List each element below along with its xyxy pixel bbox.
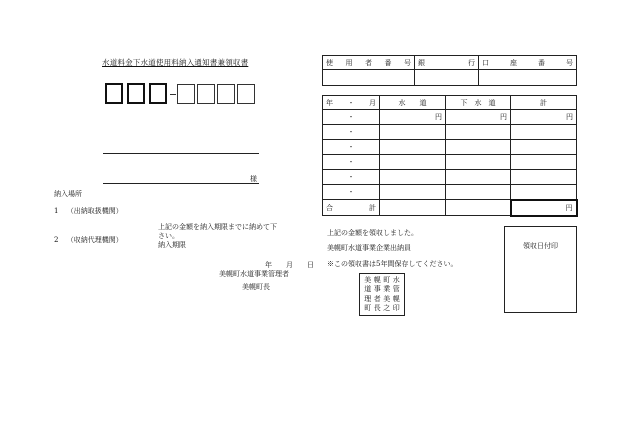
water-cell: [380, 185, 446, 200]
water-cell: [380, 170, 446, 185]
seal-char: 町: [383, 276, 391, 284]
water-cell: [380, 155, 446, 170]
total-cell: [511, 155, 577, 170]
number-box-large: [127, 83, 145, 104]
total-cell: [511, 125, 577, 140]
bank-cell: [415, 70, 479, 86]
number-box-small: [237, 84, 255, 104]
water-cell: 円: [380, 110, 446, 125]
official-seal: [359, 273, 405, 316]
date-month: 月: [286, 261, 293, 269]
notice-line2: さい。: [158, 232, 179, 240]
bank-header: [415, 56, 479, 70]
water-cell: [380, 140, 446, 155]
address-line: [103, 153, 259, 154]
number-box-small: [217, 84, 235, 104]
seal-char: 長: [373, 303, 381, 312]
sewer-cell: [446, 185, 511, 200]
seal-char: 道: [364, 285, 372, 294]
payment-place-item: [54, 236, 123, 244]
document-title: 水道料金下水道使用料納入通知書兼領収書: [102, 58, 249, 67]
bank-label: 銀: [418, 58, 425, 67]
total-cell: [511, 185, 577, 200]
sewer-cell: 円: [446, 110, 511, 125]
issuer-manager: 美幌町水道事業管理者: [219, 270, 289, 278]
sum-water-cell: [380, 200, 446, 216]
number-box-small: [197, 84, 215, 104]
seal-char: 理: [364, 294, 372, 303]
total-cell: [511, 170, 577, 185]
sewer-cell: [446, 170, 511, 185]
table-row: [323, 125, 577, 140]
water-cell: [380, 125, 446, 140]
number-separator-dash: [170, 94, 176, 95]
seal-char: 業: [383, 285, 391, 294]
account-number-cell: [479, 70, 577, 86]
account-number-header: 口 座 番 号: [479, 56, 577, 70]
charges-table: [322, 95, 578, 217]
total-header: 計: [511, 96, 577, 110]
branch-label: 行: [468, 58, 475, 67]
total-cell: 円: [511, 110, 577, 125]
receipt-date-stamp-box: [504, 226, 577, 313]
sewer-cell: [446, 155, 511, 170]
seal-char: 事: [373, 285, 381, 294]
sum-sewer-cell: [446, 200, 511, 216]
deadline-label: 納入期限: [158, 241, 186, 249]
receipt-line3: ※この領収書は5年間保存してください。: [327, 260, 458, 268]
sum-total-cell: 円: [511, 200, 577, 216]
receipt-line1: 上記の金額を領収しました。: [327, 229, 418, 237]
date-day: 日: [307, 261, 314, 269]
seal-char: 幌: [392, 294, 400, 303]
account-table: [322, 55, 577, 86]
period-cell: ・: [323, 155, 380, 170]
stamp-label: 領収日付印: [523, 242, 558, 250]
period-header: 年 ・ 月: [323, 96, 380, 110]
payment-place-label: 納入場所: [54, 190, 82, 198]
seal-char: 町: [364, 303, 372, 312]
payment-place-item: [54, 207, 123, 215]
payment-place-text: （収納代理機関）: [66, 236, 123, 244]
sum-label: 合 計: [323, 200, 380, 216]
total-cell: [511, 140, 577, 155]
water-header: 水 道: [380, 96, 446, 110]
seal-char: 美: [364, 276, 372, 284]
table-row: [323, 155, 577, 170]
seal-char: 之: [383, 303, 391, 312]
seal-char: 管: [392, 285, 400, 294]
user-number-header: 使 用 者 番 号: [323, 56, 415, 70]
seal-char: 幌: [373, 276, 381, 284]
notice-line1: 上記の金額を納入期限までに納めて下: [158, 223, 277, 231]
sum-row: [323, 200, 577, 216]
name-line: [103, 183, 259, 184]
number-box-small: [177, 84, 195, 104]
period-cell: ・: [323, 140, 380, 155]
seal-char: 印: [392, 303, 400, 312]
period-cell: ・: [323, 170, 380, 185]
table-row: [323, 110, 577, 125]
payment-place-num: 2: [54, 236, 59, 244]
payment-place-text: （出納取扱機関）: [66, 207, 123, 215]
issuer-mayor: 美幌町長: [242, 283, 270, 291]
payment-place-num: 1: [54, 207, 59, 215]
number-box-large: [105, 83, 123, 104]
date-year: 年: [265, 261, 272, 269]
honorific-sama: 様: [250, 175, 257, 183]
period-cell: ・: [323, 110, 380, 125]
table-row: [323, 185, 577, 200]
seal-char: 美: [383, 294, 391, 303]
table-row: [323, 170, 577, 185]
sewer-cell: [446, 140, 511, 155]
receipt-line2: 美幌町水道事業企業出納員: [327, 244, 411, 252]
user-number-cell: [323, 70, 415, 86]
number-box-large: [149, 83, 167, 104]
sewer-header: 下 水 道: [446, 96, 511, 110]
period-cell: ・: [323, 125, 380, 140]
period-cell: ・: [323, 185, 380, 200]
table-row: [323, 140, 577, 155]
seal-char: 水: [392, 276, 400, 284]
sewer-cell: [446, 125, 511, 140]
seal-char: 者: [373, 294, 381, 303]
